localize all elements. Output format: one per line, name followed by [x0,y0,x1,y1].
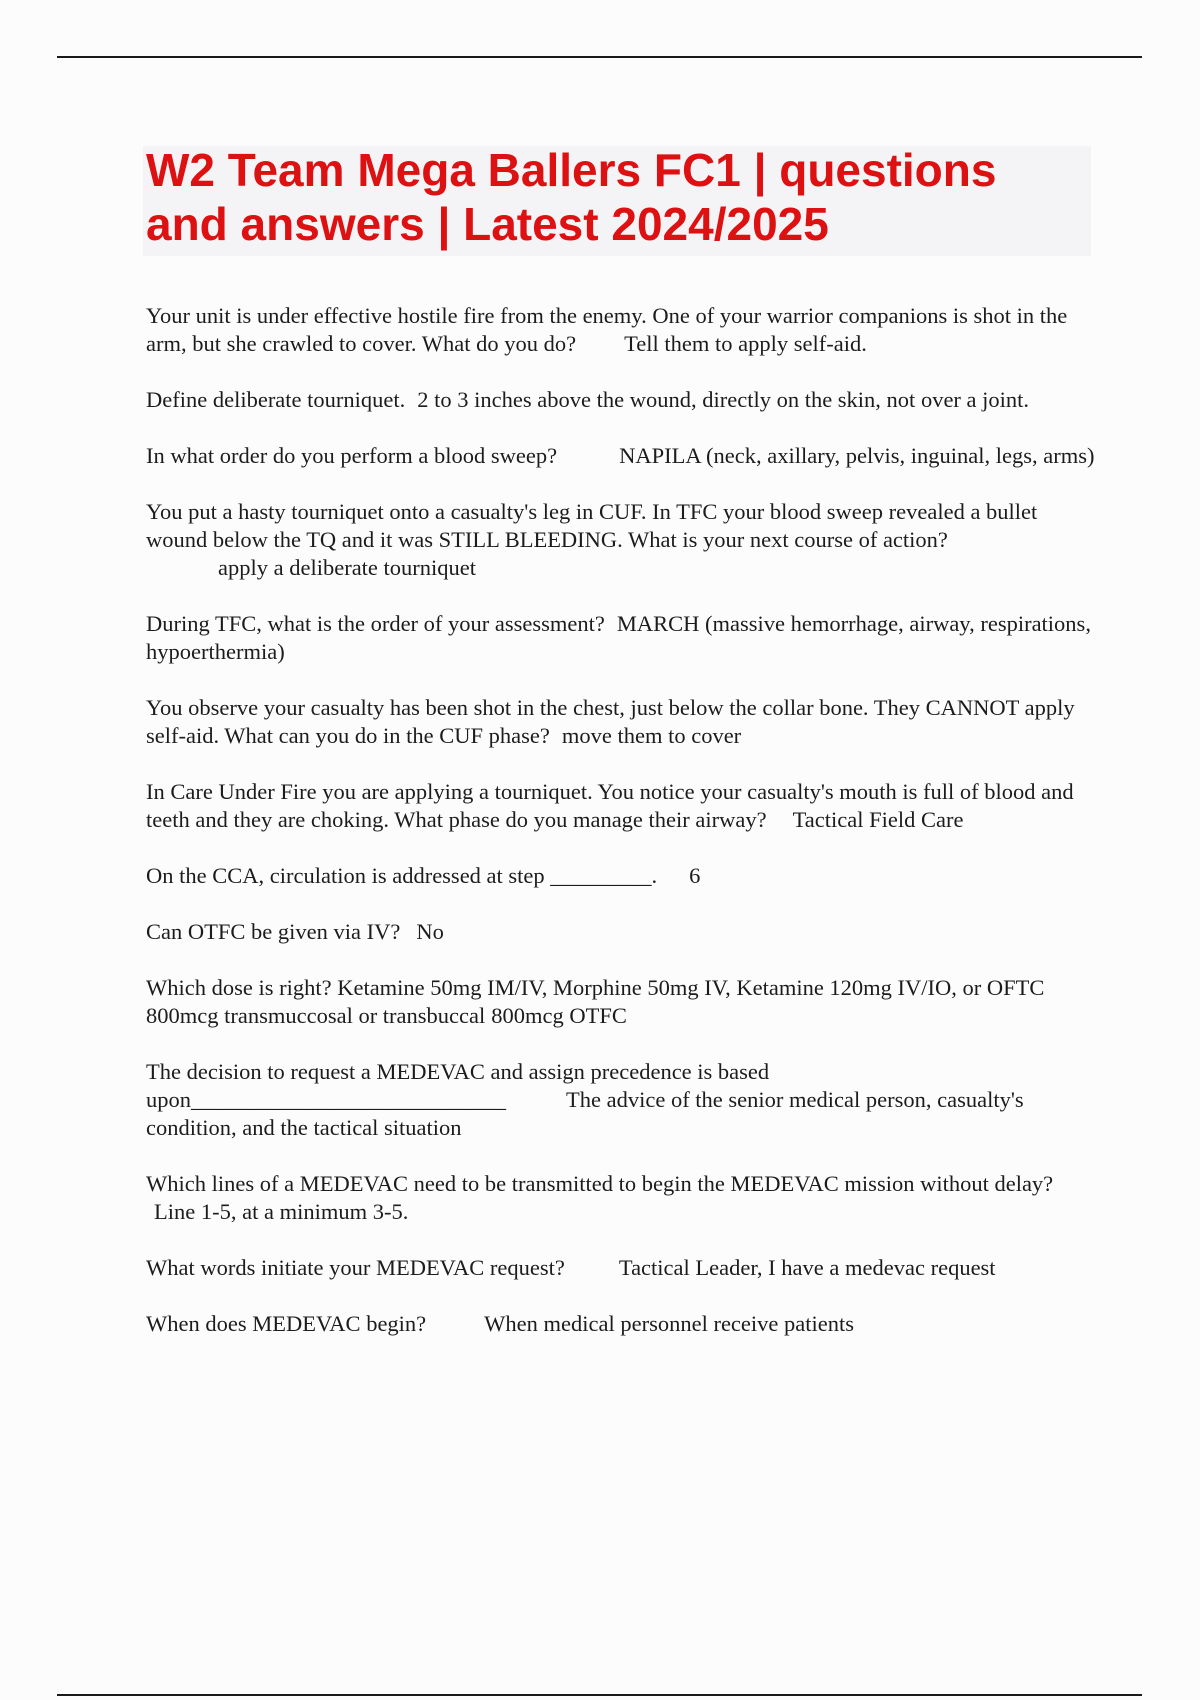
answer-text: 6 [689,863,701,888]
answer-text: The advice of the senior medical person, casualty's condition, and the tactical situation [146,1087,1024,1140]
question-text: When does MEDEVAC begin? [146,1311,427,1336]
answer-text: Tell them to apply self-aid. [624,331,867,356]
qa-item [146,1310,1096,1338]
answer-text: 800mcg OTFC [491,1003,627,1028]
qa-item [146,694,1096,750]
question-text: Which lines of a MEDEVAC need to be transmitted to begin the MEDEVAC mission without delay? [146,1171,1054,1196]
answer-text: apply a deliberate tourniquet [218,555,477,580]
qa-item [146,386,1096,414]
answer-text: NAPILA (neck, axillary, pelvis, inguinal, legs, arms) [619,443,1095,468]
question-text: Define deliberate tourniquet. [146,387,406,412]
qa-item [146,1058,1096,1142]
qa-item [146,498,1096,582]
qa-item [146,442,1096,470]
qa-item [146,778,1096,834]
answer-text: Tactical Field Care [792,807,964,832]
answer-text: Tactical Leader, I have a medevac request [618,1255,996,1280]
question-text: What words initiate your MEDEVAC request? [146,1255,565,1280]
question-text: During TFC, what is the order of your assessment? [146,611,605,636]
question-text: Can OTFC be given via IV? [146,919,401,944]
question-text: Which dose is right? Ketamine 50mg IM/IV, Morphine 50mg IV, Ketamine 120mg IV/IO, or OFTC 800mcg transmuccosal or transbuccal [146,975,1045,1028]
answer-text: No [416,919,444,944]
answer-text: Line 1-5, at a minimum 3-5. [154,1199,409,1224]
question-text: In Care Under Fire you are applying a tourniquet. You notice your casualty's mouth is full of blood and teeth and they are choking. What phase do you manage their airway? [146,779,1074,832]
question-text: On the CCA, circulation is addressed at step _________. [146,863,658,888]
qa-item [146,1254,1096,1282]
question-text: You put a hasty tourniquet onto a casualty's leg in CUF. In TFC your blood sweep revealed a bullet wound below the TQ and it was STILL BLEEDING. What is your next course of action? [146,499,1038,552]
qa-item [146,974,1096,1030]
footer-rule [57,1694,1142,1696]
answer-text: When medical personnel receive patients [484,1311,855,1336]
qa-item [146,302,1096,358]
answer-text: MARCH (massive hemorrhage, airway, respirations, hypoerthermia) [146,611,1091,664]
question-text: The decision to request a MEDEVAC and assign precedence is based upon____________________________ [146,1059,770,1112]
answer-text: 2 to 3 inches above the wound, directly on the skin, not over a joint. [417,387,1030,412]
qa-list [146,302,1096,1366]
qa-item [146,862,1096,890]
question-text: You observe your casualty has been shot in the chest, just below the collar bone. They CANNOT apply self-aid. What can you do in the CUF phase? [146,695,1075,748]
qa-item [146,1170,1096,1226]
question-text: In what order do you perform a blood sweep? [146,443,558,468]
header-rule [57,56,1142,58]
qa-item [146,918,1096,946]
document-title: W2 Team Mega Ballers FC1 | questions and answers | Latest 2024/2025 [146,144,997,250]
question-text: Your unit is under effective hostile fire from the enemy. One of your warrior companions is shot in the arm, but she crawled to cover. What do you do? [146,303,1068,356]
qa-item [146,610,1096,666]
answer-text: move them to cover [561,723,742,748]
